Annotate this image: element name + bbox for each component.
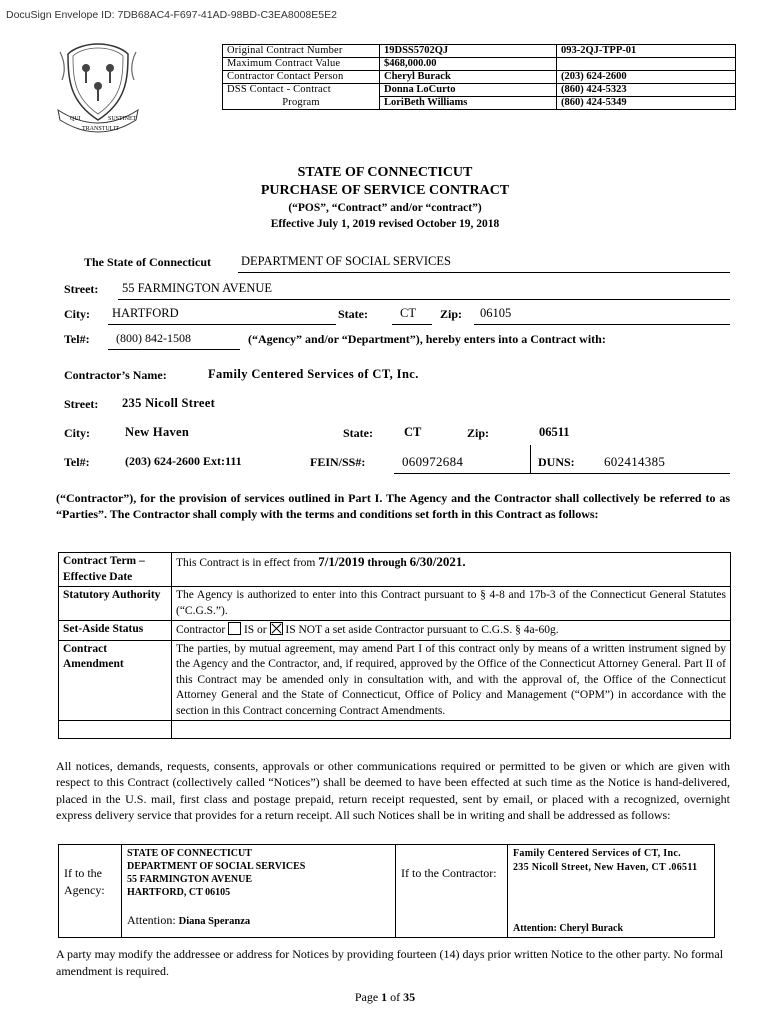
- attention-label: Attention:: [513, 923, 557, 934]
- empty-cell: [557, 58, 736, 71]
- is-set-aside-checkbox[interactable]: [228, 622, 241, 635]
- agency-street-label: Street:: [64, 282, 99, 296]
- contract-term-value: [172, 553, 731, 587]
- empty-cell: [172, 721, 731, 739]
- notices-paragraph: All notices, demands, requests, consents, approvals or other communications required or permitted to be given or which are given with respect to this Contract (collectively called “Notices”) shall be deemed to have been effected at such time as the Notice is hand-delivered, placed in the U.S. mail, first class and postage prepaid, return receipt requested, sent by email, or placed with a recognized, overnight express delivery service that provides for a return receipt. All such Notices shall be in writing and shall be addressed as follows:: [56, 759, 730, 822]
- agency-zip-underline: [474, 324, 730, 325]
- docusign-envelope-id: DocuSign Envelope ID: 7DB68AC4-F697-41AD-98BD-C3EA8008E5E2: [6, 9, 337, 21]
- dss-program-name: LoriBeth Williams: [380, 97, 557, 110]
- page-current: 1: [381, 990, 388, 1004]
- set-aside-value: [172, 621, 731, 641]
- agency-address-line: DEPARTMENT OF SOCIAL SERVICES: [127, 861, 306, 872]
- agency-city-underline: [108, 324, 336, 325]
- title-line-2: PURCHASE OF SERVICE CONTRACT: [260, 183, 510, 198]
- set-aside-is-text: IS or: [243, 624, 267, 636]
- contractor-duns-underline: [530, 473, 730, 474]
- agency-city-label: City:: [64, 307, 90, 321]
- info-label: Contractor Contact Person: [223, 71, 380, 84]
- agency-street: 55 FARMINGTON AVENUE: [122, 281, 273, 295]
- agency-city: HARTFORD: [112, 306, 179, 320]
- dss-contract-name: Donna LoCurto: [380, 84, 557, 97]
- contractor-street-label: Street:: [64, 397, 99, 411]
- max-contract-value: $468,000.00: [380, 58, 557, 71]
- contractor-fein: 060972684: [402, 454, 464, 469]
- statutory-authority-text: The Agency is authorized to enter into this Contract pursuant to § 4-8 and 17b-3 of the Connecticut General Statutes (“C.G.S.”).: [172, 587, 731, 621]
- agency-street-underline: [118, 299, 730, 300]
- seal-banner-left: QUI: [70, 116, 81, 122]
- contractor-contact-name: Cheryl Burack: [380, 71, 557, 84]
- contractor-street: 235 Nicoll Street: [122, 396, 216, 410]
- is-not-set-aside-checkbox-checked[interactable]: [270, 622, 283, 635]
- info-label: Program: [223, 97, 380, 110]
- contractor-city-label: City:: [64, 426, 90, 440]
- contractor-attention: [513, 923, 623, 934]
- term-prefix: This Contract is in effect from: [176, 557, 316, 569]
- info-row-max-value: [223, 58, 736, 71]
- term-end-date: 6/30/2021.: [409, 554, 466, 569]
- terms-row-statutory-authority: [59, 587, 731, 621]
- agency-attention-name: Diana Speranza: [178, 916, 251, 927]
- duns-divider: [530, 445, 531, 473]
- contractor-notice-label: If to the Contractor:: [396, 845, 508, 938]
- page-of: of: [390, 990, 401, 1004]
- contractor-address-line: 235 Nicoll Street, New Haven, CT .06511: [513, 861, 698, 873]
- state-seal-logo: [52, 40, 144, 140]
- term-start-date: 7/1/2019: [318, 554, 365, 569]
- term-through: through: [367, 557, 407, 569]
- info-label: Original Contract Number: [223, 45, 380, 58]
- contract-terms-table: [58, 552, 731, 739]
- title-line-3: (“POS”, “Contract” and/or “contract”): [288, 202, 482, 214]
- page-number: [0, 990, 770, 1005]
- agency-address-line: 55 FARMINGTON AVENUE: [127, 874, 253, 885]
- contractor-notice-address: [508, 845, 715, 938]
- contract-number: 19DSS5702QJ: [380, 45, 557, 58]
- agency-enters-text: (“Agency” and/or “Department”), hereby enters into a Contract with:: [248, 332, 606, 346]
- contract-term-label: Contract Term – Effective Date: [59, 553, 172, 587]
- dss-contract-phone: (860) 424-5323: [557, 84, 736, 97]
- agency-tel: (800) 842-1508: [116, 331, 191, 345]
- agency-tel-label: Tel#:: [64, 332, 90, 346]
- seal-banner-right: SUSTINET: [108, 116, 137, 122]
- info-label: DSS Contact - Contract: [223, 84, 380, 97]
- contractor-contact-phone: (203) 624-2600: [557, 71, 736, 84]
- empty-cell: [59, 721, 172, 739]
- contractor-zip: 06511: [539, 425, 570, 439]
- contractor-name: Family Centered Services of CT, Inc.: [208, 367, 419, 381]
- agency-state-label: State:: [338, 307, 368, 321]
- agency-notice-address: [122, 845, 396, 938]
- contractor-fein-label: FEIN/SS#:: [310, 455, 366, 469]
- terms-row-amendment: [59, 640, 731, 721]
- agency-state-underline: [392, 324, 432, 325]
- page-prefix: Page: [354, 990, 379, 1004]
- info-row-contract-number: [223, 45, 736, 58]
- contractor-fein-underline: [394, 473, 530, 474]
- contract-amendment-text: The parties, by mutual agreement, may amend Part I of this contract only by means of a written instrument signed by the Agency and the Contractor, and, if required, approved by the Office of the Connecticut Attorney General. Part II of this Contract may be amended only in consultation with, and with the approval of, the Office of the Connecticut Attorney General and the State of Connecticut, Office of Policy and Management (“OPM”) in accordance with the section in this Contract concerning Contract Amendments.: [172, 640, 731, 721]
- seal-banner-bottom: TRANSTULIT: [82, 126, 119, 132]
- agency-zip: 06105: [480, 306, 512, 320]
- contractor-attention-name: Cheryl Burack: [559, 923, 623, 934]
- info-label: Maximum Contract Value: [223, 58, 380, 71]
- terms-row-contract-term: [59, 553, 731, 587]
- agency-zip-label: Zip:: [440, 307, 463, 321]
- attention-label: Attention:: [127, 913, 176, 927]
- contractor-tel-label: Tel#:: [64, 455, 90, 469]
- notice-address-table: [58, 844, 715, 938]
- agency-name-underline: [238, 272, 730, 273]
- agency-notice-label: If to the Agency:: [59, 845, 122, 938]
- document-title: [0, 164, 770, 232]
- terms-row-empty: [59, 721, 731, 739]
- contractor-name-label: Contractor’s Name:: [64, 368, 167, 382]
- agency-intro: The State of Connecticut: [84, 255, 211, 269]
- contractor-duns: 602414385: [604, 454, 666, 469]
- title-line-1: STATE OF CONNECTICUT: [297, 165, 473, 180]
- info-row-dss-contract: [223, 84, 736, 97]
- contractor-city: New Haven: [125, 425, 190, 439]
- agency-name: DEPARTMENT OF SOCIAL SERVICES: [241, 254, 451, 268]
- info-row-dss-program: [223, 97, 736, 110]
- contractor-state-label: State:: [343, 426, 373, 440]
- contract-info-table: [222, 44, 736, 110]
- contractor-intro-paragraph: (“Contractor”), for the provision of services outlined in Part I. The Agency and the Contractor shall collectively be referred to as “Parties”. The Contractor shall comply with the terms and conditions set forth in this Contract as follows:: [56, 491, 730, 521]
- title-line-4: Effective July 1, 2019 revised October 19, 2018: [270, 218, 500, 230]
- contractor-zip-label: Zip:: [467, 426, 490, 440]
- contractor-tel: (203) 624-2600 Ext:111: [125, 454, 242, 468]
- statutory-authority-label: Statutory Authority: [59, 587, 172, 621]
- contract-code: 093-2QJ-TPP-01: [557, 45, 736, 58]
- agency-tel-underline: [108, 349, 240, 350]
- agency-state: CT: [400, 306, 416, 320]
- page-total: 35: [403, 990, 416, 1004]
- set-aside-label: Set-Aside Status: [59, 621, 172, 641]
- agency-attention: [127, 913, 250, 928]
- info-row-contractor-contact: [223, 71, 736, 84]
- contractor-state: CT: [404, 425, 422, 439]
- dss-program-phone: (860) 424-5349: [557, 97, 736, 110]
- contractor-duns-label: DUNS:: [538, 455, 575, 469]
- terms-row-set-aside: [59, 621, 731, 641]
- set-aside-isnot-text: IS NOT a set aside Contractor pursuant to C.G.S. § 4a-60g.: [285, 624, 559, 636]
- contract-amendment-label: Contract Amendment: [59, 640, 172, 721]
- modify-address-paragraph: A party may modify the addressee or address for Notices by providing fourteen (14) days prior written Notice to the other party. No formal amendment is required.: [56, 947, 724, 978]
- set-aside-prefix: Contractor: [176, 624, 226, 636]
- contractor-address-line: Family Centered Services of CT, Inc.: [513, 848, 681, 859]
- agency-address-line: HARTFORD, CT 06105: [127, 887, 231, 898]
- agency-address-line: STATE OF CONNECTICUT: [127, 848, 252, 859]
